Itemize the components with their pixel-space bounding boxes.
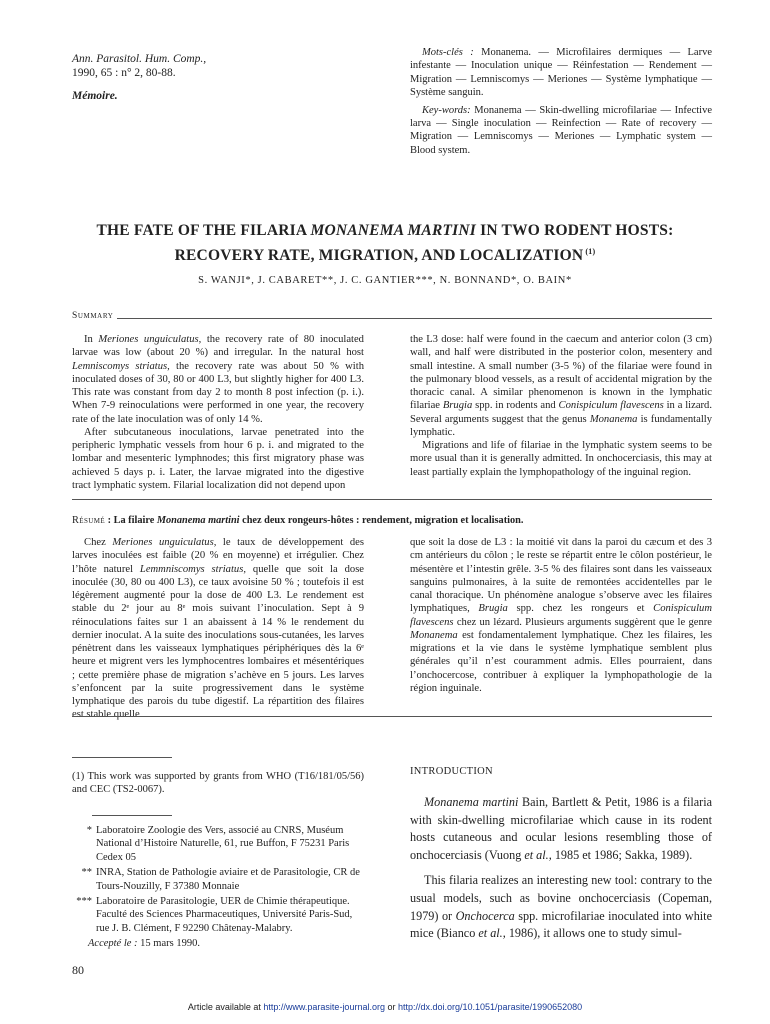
- keywords-block: [410, 46, 712, 161]
- affiliations: [72, 824, 364, 951]
- resume-left-column: [72, 536, 364, 722]
- accepted-date: Accepté le : 15 mars 1990.: [88, 938, 200, 950]
- introduction-body: [410, 794, 712, 951]
- summary-end-rule: [72, 499, 712, 500]
- resume-heading: Résumé : La filaire Monanema martini chez deux rongeurs-hôtes : rendement, migration et localisation.: [72, 515, 524, 526]
- key-words: Key-words: Monanema — Skin-dwelling microfilariae — Infective larva — Single inoculation — Reinfection — Rate of recovery — Migration — Lemniscomys — Meriones — Lymphatic system — Blood system.: [410, 104, 712, 156]
- journal-name: Ann. Parasitol. Hum. Comp.,: [72, 53, 207, 65]
- summary-rule: [72, 318, 712, 319]
- summary-left-column: [72, 333, 364, 492]
- journal-volume: 1990, 65 : n° 2, 80-88.: [72, 67, 176, 79]
- affiliation: *** Laboratoire de Parasitologie, UER de Chimie thérapeutique. Faculté des Sciences Pharmaceutiques, Université Paris-Sud, rue J. B. Clément, F 92290 Châtenay-Malabry.: [76, 896, 353, 934]
- affiliation-rule: [92, 815, 172, 816]
- affiliation: * Laboratoire Zoologie des Vers, associé au CNRS, Muséum National d’Histoire Naturelle, 61, rue Buffon, F 75231 Paris Cedex 05: [86, 825, 350, 863]
- resume-paragraph: Chez Meriones unguiculatus, le taux de développement des larves inoculées est faible (20 % en moyenne) et irrégulier. Chez l’hôte naturel Lemmniscomys striatus, quelle que soit la dose inoculée (30, 80 ou 400 L3), ce taux avoisine 50 % ; toutefois il est légèrement augmenté pour la dose de 400 L3. Le rendement est stable du 2ᵉ jour au 8ᵉ mois suivant l’inoculation. Sept à 9 réinoculations faites sur 1 an abaissent à 14 % le rendement du dernier inoculat. A la suite des inoculations sous-cutanées, les larves pénètrent dans les vaisseaux lymphatiques périphériques dès la 6ᵉ heure et migrent vers les lymphocentres lombaires et mésentériques ; cette première phase de migration s’achève en 5 jours. Les larves s’enfoncent par la suite progressivement dans le système lymphatique des parois du tube digestif. La répartition des filaires est stable quelle: [72, 537, 365, 721]
- grant-footnote: (1) This work was supported by grants from WHO (T16/181/05/56) and CEC (TS2-0067).: [72, 771, 364, 796]
- journal-citation: [72, 52, 372, 103]
- summary-paragraph: Migrations and life of filariae in the lymphatic system seems to be more usual than it is generally admitted. In onchocerciasis, this may at least partially explain the lymphopathology of the inguinal region.: [410, 440, 712, 478]
- summary-right-column: [410, 333, 712, 479]
- summary-paragraph: After subcutaneous inoculations, larvae penetrated into the peripheric lymphatic vessels from hour 6 p. i. and migrated to the lombar and mesenteric lymphnodes; this first migratory phase was achieved 5 days p. i. Later, the larvae migrated into the digestive tract lymphatic system. Filarial localization did not depend upon: [72, 426, 364, 491]
- summary-paragraph: the L3 dose: half were found in the caecum and anterior colon (3 cm) wall, and half were distributed in the posterior colon, mesentery and small intestine. A small number (3-5 %) of the filariae were found in the pulmonary blood vessels, as a result of accidental migration by the thoracic canal. A similar phenomenon is known in the lymphatic filariae Brugia spp. in rodents and Conispiculum flavescens in a lizard. Several arguments suggest that the genus Monanema is fundamentally lymphatic.: [410, 334, 712, 438]
- footnote-rule: [72, 757, 172, 758]
- summary-paragraph: In Meriones unguiculatus, the recovery rate of 80 inoculated larvae was low (about 20 %) and irregular. In the natural host Lemniscomys striatus, the recovery rate was about 50 % with inoculated doses of 30, 80 or 400 L3, but slightly higher for 400 L3. This rate was constant from day 2 to month 8 post infection (p. i.). When 7-9 reinoculations were performed in one year, the recovery rate of the late inoculation was of only 14 %.: [72, 334, 364, 425]
- introduction-heading: INTRODUCTION: [410, 766, 493, 777]
- resume-right-column: [410, 536, 712, 695]
- affiliation: ** INRA, Station de Pathologie aviaire et de Parasitologie, CR de Tours-Nouzilly, F 37380 Monnaie: [81, 867, 360, 892]
- mots-cles: Mots-clés : Monanema. — Microfilaires dermiques — Larve infestante — Inoculation unique — Réinfestation — Rendement — Migration — Lemniscomys — Meriones — Système lymphatique — Système sanguin.: [410, 47, 712, 99]
- journal-link[interactable]: http://www.parasite-journal.org: [263, 1002, 385, 1012]
- author-list: S. WANJI*, J. CABARET**, J. C. GANTIER***, N. BONNAND*, O. BAIN*: [198, 275, 572, 286]
- resume-paragraph: que soit la dose de L3 : la moitié vit dans la paroi du cæcum et des 3 cm antérieurs du côlon ; le reste se répartit entre le côlon postérieur, le mésentère et l’intestin grêle. 3-5 % des filaires sont dans les vaisseaux sanguins pulmonaires, à la suite de remontées accidentelles par le canal thoracique. Un phénomène analogue s’observe avec les filaires lymphatiques, Brugia spp. chez les rongeurs et Conispiculum flavescens chez un lézard. Plusieurs arguments suggèrent que le genre Monanema est fondamentalement lymphatique. Chez les filaires, les migrations et la vie dans le système lymphatique semblent plus générales qu’il n’est couramment admis. Elles pourraient, dans l’onchocercose, contribuer à expliquer la lymphopathologie de la région inguinale.: [410, 537, 712, 694]
- intro-paragraph: This filaria realizes an interesting new tool: contrary to the usual models, such as bovine onchocerciasis (Copeman, 1979) or Onchocerca spp. microfilariae inoculated into white mice (Bianco et al., 1986), it allows one to study simul-: [410, 873, 712, 941]
- resume-end-rule: [72, 716, 712, 717]
- article-type: Mémoire.: [72, 90, 118, 102]
- article-title: THE FATE OF THE FILARIA MONANEMA MARTINI IN TWO RODENT HOSTS: RECOVERY RATE, MIGRATION, AND LOCALIZATION $^{(1)}$: [96, 222, 674, 265]
- intro-paragraph: Monanema martini Bain, Bartlett & Petit, 1986 is a filaria with skin-dwelling microfilariae which cause in its rodent hosts cutaneous and ocular lesions resembling those of onchocerciasis (Vuong et al., 1985 et 1986; Sakka, 1989).: [410, 795, 712, 862]
- doi-link[interactable]: http://dx.doi.org/10.1051/parasite/1990652080: [397, 1002, 583, 1012]
- summary-label: Summary: [72, 311, 117, 321]
- article-footer: Article available at http://www.parasite-journal.org or http://dx.doi.org/10.1051/parasite/1990652080: [187, 1002, 583, 1012]
- page-number: 80: [72, 963, 84, 977]
